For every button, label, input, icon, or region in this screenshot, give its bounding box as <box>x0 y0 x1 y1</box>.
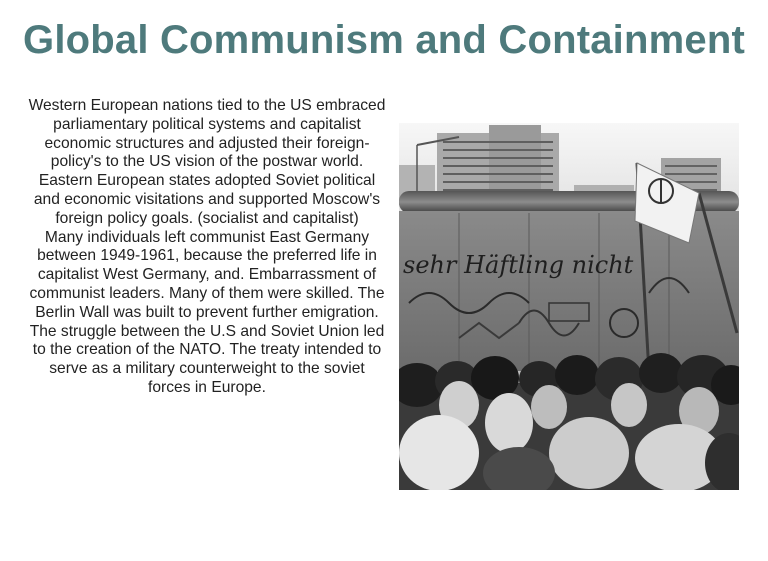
body-paragraph-western-europe: Western European nations tied to the US embraced parliamentary political systems and capitalist economic structures and adjusted their foreign-policy's to the US vision of the postwar world. Eastern European states adopted Soviet political and economic visitations and supported Moscow's foreign policy goals. (socialist and capitalist) <box>28 97 386 227</box>
graffiti-text: sehr Häftling nicht <box>403 251 634 279</box>
crowd-of-people <box>399 353 739 490</box>
berlin-wall-photo <box>399 123 739 490</box>
body-paragraph-east-germany: Many individuals left communist East Germany between 1949-1961, because the preferred life in capitalist West Germany, and. Embarrassment of communist leaders. Many of them were skilled. The Berlin Wall was built to prevent further emigration. <box>29 228 385 321</box>
slide-body-text <box>26 97 388 398</box>
slide-title: Global Communism and Containment <box>23 18 745 62</box>
body-paragraph-nato: The struggle between the U.S and Soviet Union led to the creation of the NATO. The treaty intended to serve as a military counterweight to the soviet forces in Europe. <box>29 322 385 396</box>
